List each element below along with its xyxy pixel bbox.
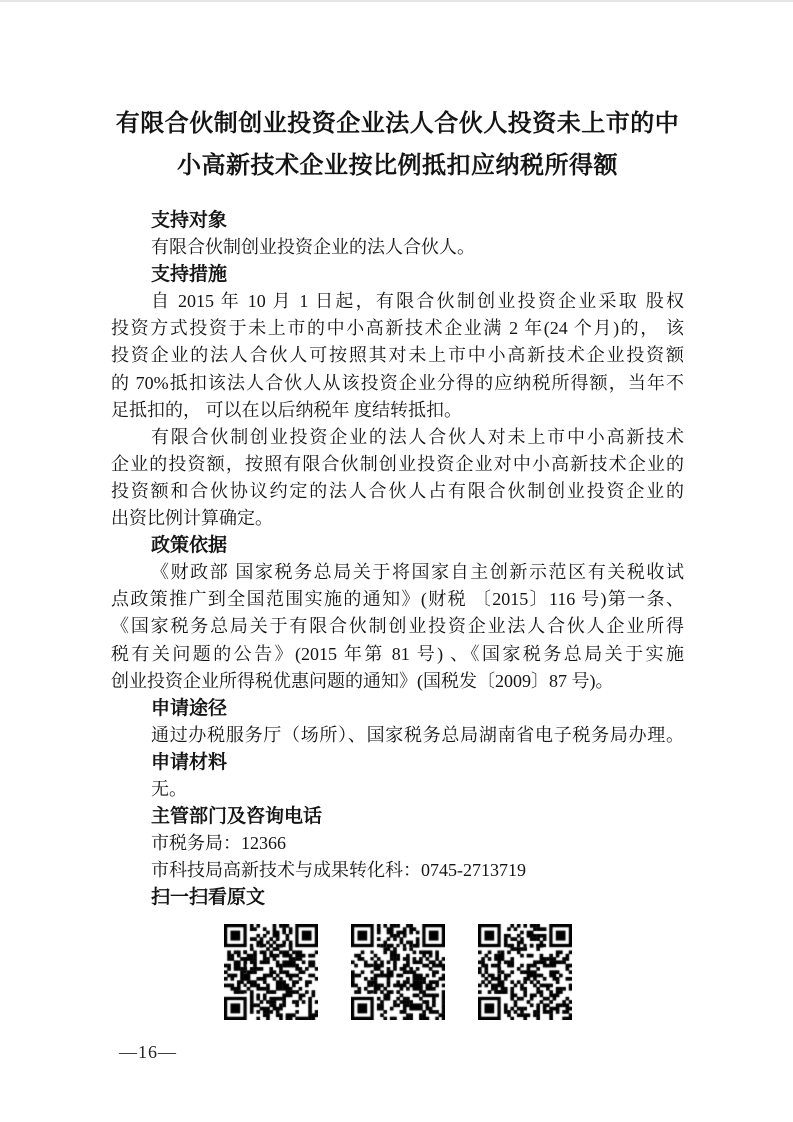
paragraph-line: 创业投资企业所得税优惠问题的通知》(国税发〔2009〕87 号)。	[111, 670, 614, 691]
paragraph-line: 《国家税务总局关于有限合伙制创业投资企业法人合伙人企业所得	[111, 616, 684, 637]
section-heading-policy-basis: 政策依据	[151, 535, 228, 557]
paragraph-line: 的 70%抵扣该法人合伙人从该投资企业分得的应纳税所得额，当年不	[111, 372, 684, 393]
qr-code	[478, 924, 572, 1020]
title-line-2: 小高新技术企业按比例抵扣应纳税所得额	[177, 153, 618, 179]
section-heading-support-target: 支持对象	[151, 210, 228, 231]
title-line-1: 有限合伙制创业投资企业法人合伙人投资未上市的中	[115, 111, 680, 137]
page-number: —16—	[119, 1042, 177, 1062]
support-target-body: 有限合伙制创业投资企业的法人合伙人。	[151, 237, 475, 258]
section-heading-department-contacts: 主管部门及咨询电话	[151, 806, 323, 828]
paragraph-line: 自 2015 年 10 月 1 日起，有限合伙制创业投资企业采取 股权	[151, 291, 684, 312]
contact-line: 市税务局：12366	[151, 833, 286, 854]
qr-code-row	[111, 924, 684, 1020]
paragraph-line: 税有关问题的公告》(2015 年第 81 号) 、《国家税务总局关于实施	[111, 643, 684, 664]
paragraph-line: 出资比例计算确定。	[111, 508, 273, 529]
paragraph-line: 投资企业的法人合伙人可按照其对未上市中小高新技术企业投资额	[111, 345, 684, 366]
section-heading-scan-original: 扫一扫看原文	[151, 887, 266, 909]
paragraph-line: 《财政部 国家税务总局关于将国家自主创新示范区有关税收试	[151, 562, 684, 583]
paragraph-line: 投资额和合伙协议约定的法人合伙人占有限合伙制创业投资企业的	[111, 480, 684, 501]
paragraph-line: 有限合伙制创业投资企业的法人合伙人对未上市中小高新技术	[151, 426, 684, 447]
contact-line: 市科技局高新技术与成果转化科：0745-2713719	[151, 860, 526, 881]
paragraph-line: 投资方式投资于未上市的中小高新技术企业满 2 年(24 个月)的， 该	[111, 318, 684, 339]
paragraph-line: 足抵扣的， 可以在以后纳税年 度结转抵扣。	[111, 399, 462, 420]
section-heading-application-channel: 申请途径	[151, 697, 228, 719]
application-materials-body: 无。	[151, 778, 187, 799]
section-heading-support-measures: 支持措施	[151, 264, 228, 286]
section-heading-application-materials: 申请材料	[151, 751, 228, 773]
qr-code	[224, 924, 318, 1020]
paragraph-line: 企业的投资额，按照有限合伙制创业投资企业对中小高新技术企业的	[111, 453, 684, 474]
paragraph-line: 点政策推广到全国范围实施的通知》(财税 〔2015〕116 号)第一条、	[111, 589, 684, 610]
page-title	[111, 103, 684, 187]
document-body	[111, 207, 684, 1020]
application-channel-body: 通过办税服务厅（场所）、国家税务总局湖南省电子税务局办理。	[151, 724, 684, 745]
qr-code	[351, 924, 445, 1020]
